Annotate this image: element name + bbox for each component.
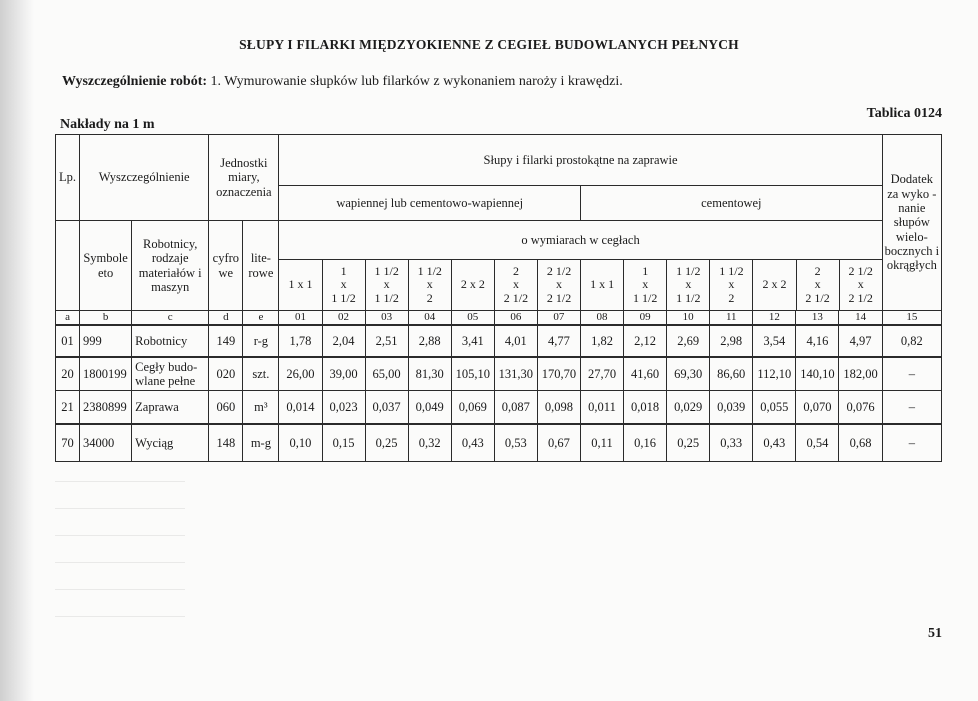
row-value: 0,53 (494, 424, 537, 462)
column-label: 12 (753, 311, 796, 326)
row-value: 0,43 (451, 424, 494, 462)
row-value: 0,039 (710, 391, 753, 425)
row-value: 0,54 (796, 424, 839, 462)
works-description (62, 74, 623, 90)
wapienna-header: wapiennej lub cementowo-wapiennej (279, 186, 581, 221)
row-value: 4,16 (796, 325, 839, 357)
row-unit-code: 148 (209, 424, 243, 462)
row-value: 0,018 (624, 391, 667, 425)
dimension-text: x (340, 277, 347, 292)
row-value: 86,60 (710, 357, 753, 391)
dimension-text: 1 x 1 (590, 277, 615, 292)
column-label: 14 (839, 311, 882, 326)
row-value: 0,055 (753, 391, 796, 425)
dimension-text: 1 1/2 (374, 290, 399, 305)
row-symbol: 2380899 (80, 391, 132, 425)
row-value: 0,16 (624, 424, 667, 462)
row-dodatek: – (882, 391, 941, 425)
lp-header: Lp. (56, 135, 80, 221)
row-unit-code: 020 (209, 357, 243, 391)
row-value: 3,54 (753, 325, 796, 357)
row-value: 0,029 (667, 391, 710, 425)
column-label: 07 (537, 311, 580, 326)
bleed-through-shadow (55, 455, 185, 615)
dimension-cell (366, 260, 409, 310)
row-value: 0,069 (451, 391, 494, 425)
column-label: 10 (667, 311, 710, 326)
column-label: 01 (279, 311, 322, 326)
dimension-text: x (728, 277, 735, 292)
dimension-text: 2 x 2 (762, 277, 787, 292)
dimension-cell (452, 260, 495, 310)
row-value: 0,037 (365, 391, 408, 425)
dimension-text: 2 x 2 (460, 277, 485, 292)
wyszczegolnienie-header: Wyszczególnienie (80, 135, 209, 221)
row-value: 0,25 (667, 424, 710, 462)
row-value: 0,67 (537, 424, 580, 462)
row-value: 26,00 (279, 357, 322, 391)
dimension-cell (710, 260, 753, 310)
dimension-text: 1 1/2 (676, 264, 701, 279)
row-value: 0,049 (408, 391, 451, 425)
dimension-text: 2 1/2 (546, 290, 572, 305)
row-value: 0,10 (279, 424, 322, 462)
row-value: 2,12 (624, 325, 667, 357)
row-value: 0,011 (580, 391, 623, 425)
dimension-cell (495, 260, 538, 310)
row-value: 0,076 (839, 391, 882, 425)
dimension-text: 1 1/2 (676, 290, 701, 305)
cyfrowe-header: cyfro we (209, 221, 243, 311)
row-symbol: 34000 (80, 424, 132, 462)
row-value: 0,023 (322, 391, 365, 425)
row-value: 2,04 (322, 325, 365, 357)
column-label: 13 (796, 311, 839, 326)
row-value: 1,82 (580, 325, 623, 357)
column-label: 02 (322, 311, 365, 326)
row-value: 0,68 (839, 424, 882, 462)
row-dodatek: – (882, 357, 941, 391)
dimension-text: x (426, 277, 433, 292)
row-value: 0,098 (537, 391, 580, 425)
dimension-text: x (383, 277, 390, 292)
column-label: 06 (494, 311, 537, 326)
row-symbol: 1800199 (80, 357, 132, 391)
wymiary-block (279, 221, 882, 311)
row-lp: 01 (56, 325, 80, 357)
dimension-text: 1 (340, 264, 347, 279)
row-value: 140,10 (796, 357, 839, 391)
dimension-cell (409, 260, 452, 310)
row-value: 182,00 (839, 357, 882, 391)
dimension-text: 2 1/2 (546, 264, 572, 279)
dimension-text: 1 x 1 (288, 277, 313, 292)
page-number: 51 (928, 626, 942, 641)
works-text: 1. Wymurowanie słupków lub filarków z wykonaniem naroży i krawędzi. (210, 74, 623, 89)
dimension-text: 2 1/2 (805, 290, 830, 305)
dimension-text: x (685, 277, 692, 292)
literowe-header: lite- rowe (243, 221, 279, 311)
dimension-text: 1 1/2 (374, 264, 399, 279)
table-row (56, 357, 942, 391)
page-title: SŁUPY I FILARKI MIĘDZYOKIENNE Z CEGIEŁ BUDOWLANYCH PEŁNYCH (239, 37, 739, 52)
dimension-text: 1 1/2 (417, 264, 442, 279)
row-value: 1,78 (279, 325, 322, 357)
row-name: Robotnicy (132, 325, 209, 357)
column-label: e (243, 311, 279, 326)
dimension-cell (753, 260, 796, 310)
symbole-header: Symbole eto (80, 221, 132, 311)
column-label: 04 (408, 311, 451, 326)
row-value: 0,11 (580, 424, 623, 462)
dimension-cell (279, 260, 322, 310)
row-dodatek: 0,82 (882, 325, 941, 357)
row-value: 41,60 (624, 357, 667, 391)
row-value: 131,30 (494, 357, 537, 391)
dimension-cell (323, 260, 366, 310)
dimension-text: x (512, 277, 519, 292)
row-lp: 70 (56, 424, 80, 462)
lp-blank (56, 221, 80, 311)
dimension-text: 2 (728, 290, 735, 305)
row-value: 105,10 (451, 357, 494, 391)
row-symbol: 999 (80, 325, 132, 357)
column-label: b (80, 311, 132, 326)
table-row (56, 325, 942, 357)
row-value: 4,97 (839, 325, 882, 357)
dodatek-header: Dodatek za wyko - nanie słupów wielo- bocznych i okrągłych (882, 135, 941, 311)
column-label: 08 (580, 311, 623, 326)
row-unit-letter: szt. (243, 357, 279, 391)
row-value: 0,33 (710, 424, 753, 462)
dimension-text: x (642, 277, 649, 292)
row-value: 2,51 (365, 325, 408, 357)
row-dodatek: – (882, 424, 941, 462)
row-lp: 21 (56, 391, 80, 425)
row-value: 3,41 (451, 325, 494, 357)
cementowa-header: cementowej (580, 186, 882, 221)
row-unit-letter: m-g (243, 424, 279, 462)
naklady-heading: Nakłady na 1 m (60, 117, 155, 132)
rodzaje-header: Robotnicy, rodzaje materiałów i maszyn (132, 221, 209, 311)
row-value: 2,98 (710, 325, 753, 357)
row-value: 112,10 (753, 357, 796, 391)
dimension-text: 2 (426, 290, 433, 305)
column-label: 15 (882, 311, 941, 326)
dimension-text: 2 1/2 (848, 264, 873, 279)
dimension-text: x (857, 277, 864, 292)
row-value: 170,70 (537, 357, 580, 391)
column-label: 05 (451, 311, 494, 326)
table-row (56, 424, 942, 462)
row-value: 0,32 (408, 424, 451, 462)
dimension-text: 2 1/2 (848, 290, 873, 305)
column-label: d (209, 311, 243, 326)
dimension-cell (581, 260, 624, 310)
row-name: Wyciąg (132, 424, 209, 462)
row-value: 0,25 (365, 424, 408, 462)
row-unit-code: 149 (209, 325, 243, 357)
row-value: 4,77 (537, 325, 580, 357)
column-label: a (56, 311, 80, 326)
column-label: 11 (710, 311, 753, 326)
row-value: 0,43 (753, 424, 796, 462)
row-value: 4,01 (494, 325, 537, 357)
norms-table (55, 134, 942, 462)
dimension-cell (538, 260, 581, 310)
dimension-text: 1 (642, 264, 649, 279)
dimension-cells (279, 260, 881, 310)
dimension-cell (667, 260, 710, 310)
wymiary-header: o wymiarach w cegłach (279, 221, 881, 260)
table-row (56, 391, 942, 425)
dimension-text: 2 1/2 (503, 290, 529, 305)
column-label-row (56, 311, 942, 326)
column-label: 09 (624, 311, 667, 326)
dimension-cell (624, 260, 667, 310)
dimension-cell (797, 260, 840, 310)
row-value: 0,014 (279, 391, 322, 425)
dimension-text: 1 1/2 (331, 290, 356, 305)
row-unit-letter: r-g (243, 325, 279, 357)
row-value: 81,30 (408, 357, 451, 391)
works-label: Wyszczególnienie robót: (62, 74, 208, 89)
row-name: Cegły budo- wlane pełne (132, 357, 209, 391)
table-number: Tablica 0124 (866, 106, 942, 121)
dimension-text: x (556, 277, 563, 292)
column-label: c (132, 311, 209, 326)
row-unit-letter: m³ (243, 391, 279, 425)
row-value: 39,00 (322, 357, 365, 391)
binding-shadow (0, 0, 34, 701)
row-lp: 20 (56, 357, 80, 391)
row-value: 27,70 (580, 357, 623, 391)
row-value: 2,88 (408, 325, 451, 357)
jednostki-header: Jednostki miary, oznaczenia (209, 135, 279, 221)
row-value: 2,69 (667, 325, 710, 357)
row-value: 0,15 (322, 424, 365, 462)
slupy-header: Słupy i filarki prostokątne na zaprawie (279, 135, 882, 186)
row-value: 69,30 (667, 357, 710, 391)
column-label: 03 (365, 311, 408, 326)
row-name: Zaprawa (132, 391, 209, 425)
row-unit-code: 060 (209, 391, 243, 425)
row-value: 65,00 (365, 357, 408, 391)
dimension-text: 2 (512, 264, 519, 279)
dimension-text: 1 1/2 (633, 290, 658, 305)
row-value: 0,070 (796, 391, 839, 425)
dimension-text: 2 (814, 264, 821, 279)
dimension-text: x (814, 277, 821, 292)
row-value: 0,087 (494, 391, 537, 425)
dimension-cell (840, 260, 882, 310)
dimension-text: 1 1/2 (719, 264, 744, 279)
